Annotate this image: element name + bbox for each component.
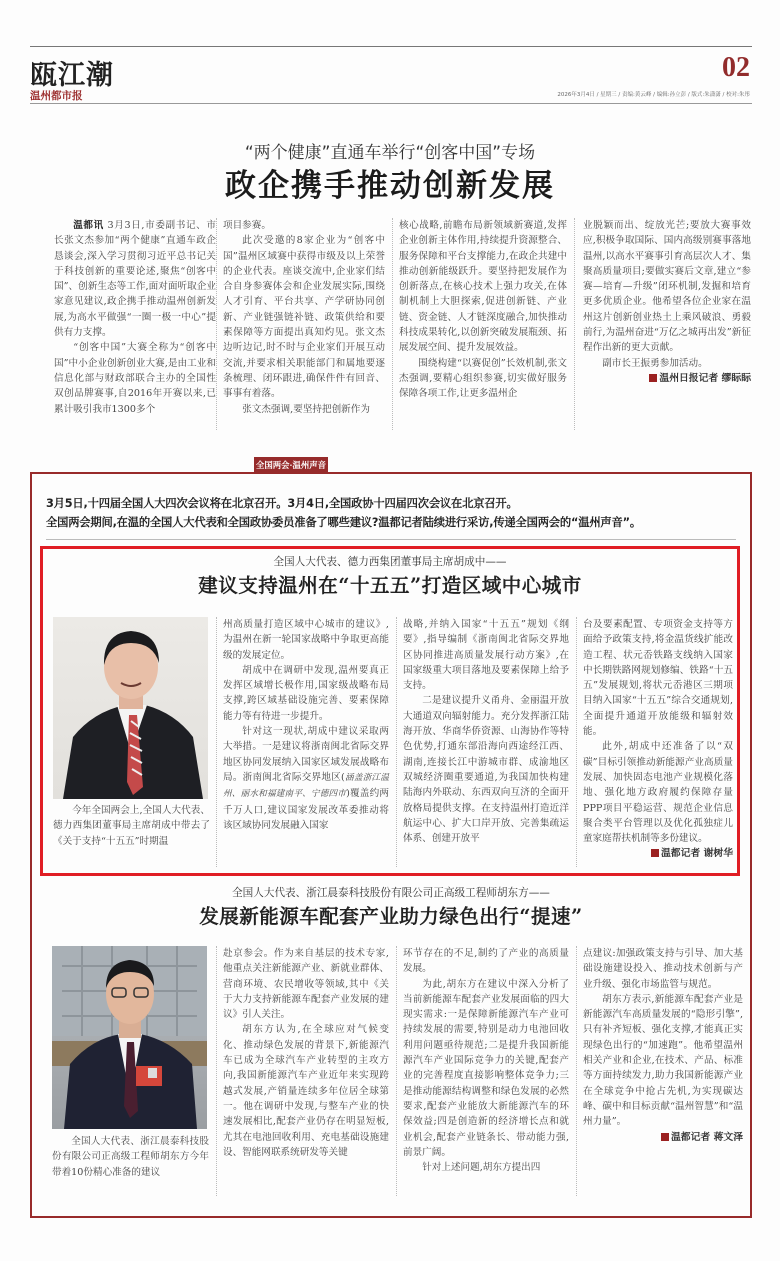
paragraph: 业脱颖而出、绽放光芒;要放大赛事效应,积极争取国际、国内高级别赛事落地温州,以高水平赛事引育高层次人才、集聚高质量项目;要做实赛后文章,建立“参赛—培育—升级”闭环机制,发掘和培育更多优质企业。他希望各位企业家在温州这片创新创业热土上乘风破浪、勇毅前行,为温州奋进“万亿之城再出发”新征程作出新的更大贡献。 — [583, 220, 751, 354]
column-divider — [576, 617, 577, 867]
paragraph: 为此,胡东方在建议中深入分析了当前新能源车配套产业发展面临的四大现实需求:一是保障新能源汽车产业可持续发展的需要,特别是动力电池回收利用问题亟待规范;二是提升我国新能源汽车产业国际竞争力的关键,配套产业的完善程度直接影响整体竞争力;三是推动能源结构调整和绿色发展的必然要求,配套产业能放大新能源汽车的环保效益;四是创造新的经济增长点和就业机会,配套产业链条长、带动能力强,前景广阔。 — [403, 978, 569, 1158]
paragraph: 项目参赛。 — [223, 220, 271, 231]
column-divider — [396, 946, 397, 1196]
paragraph: 点建议:加强政策支持与引导、加大基础设施建设投入、推动技术创新与产业升级、强化市场监管与规范。 — [583, 948, 743, 990]
article-1-kicker: 全国人大代表、德力西集团董事局主席胡成中—— — [273, 556, 507, 568]
article-2-column-3 — [583, 946, 743, 1145]
article-2-headline: 发展新能源车配套产业助力绿色出行“提速” — [199, 905, 583, 928]
paragraph: 围绕构建“以赛促创”长效机制,张文杰强调,要精心组织参赛,切实做好服务保障各项工作,让更多温州企 — [399, 357, 567, 400]
paragraph: 赴京参会。作为来自基层的技术专家,他重点关注新能源产业、新就业群体、营商环境、农民增收等领域,其中《关于大力支持新能源车配套产业发展的建议》引人关注。 — [223, 948, 389, 1021]
article-1-column-1 — [223, 617, 389, 833]
masthead — [30, 46, 752, 104]
lead-column-3 — [399, 218, 567, 402]
paragraph: 环节存在的不足,制约了产业的高质量发展。 — [403, 948, 569, 975]
article-1-headline: 建议支持温州在“十五五”打造区域中心城市 — [198, 574, 582, 597]
paragraph: 二是建议提升义甬舟、金丽温开放大通道双向辐射能力。充分发挥浙江陆海开放、华商华侨资源、山海协作等特色优势,打通东部沿海向西途经江西、湖南,连接长江中游城市群、成渝地区双城经济圈重要通道,为我国加快构建陆海内外联动、东西双向互济的全面开放格局提供支撑。在支持温州打造近洋航运中心、扩大口岸开放、完善集疏运体系、创建开放平 — [403, 695, 569, 845]
section-intro — [46, 494, 741, 532]
portrait-illustration — [52, 946, 207, 1129]
paragraph: 台及要素配置、专项资金支持等方面给予政策支持,将金温货线扩能改造工程、状元岙铁路支线纳入国家中长期铁路网规划修编、铁路“十五五”发展规划,将状元岙港区三期项目纳入国家“十五五”综合交通规划,全面提升通道开放能级和辐射效能。 — [583, 619, 733, 738]
paragraph: 此次受邀的8家企业为“创客中国”温州区域赛中获得市级及以上荣誉的企业代表。座谈交流中,企业家们结合自身参赛体会和企业发展实际,围绕人才引育、平台共享、产学研协同创新、产业链强链补链、政策供给和要素保障等方面提出真知灼见。张文杰边听边记,时不时与企业家们开展互动交流,并要求相关职能部门和属地要逐条梳理、闭环跟进,确保件件有回音、事事有着落。 — [223, 235, 385, 400]
byline-square-icon — [661, 1133, 669, 1141]
lead-column-2 — [223, 218, 385, 417]
photo-caption: 今年全国两会上,全国人大代表、德力西集团董事局主席胡成中带去了《关于支持“十五五”时期温 — [53, 805, 210, 847]
byline-square-icon — [651, 849, 659, 857]
byline — [583, 846, 733, 861]
byline-text: 温都记者 谢树华 — [661, 848, 733, 860]
paragraph: 州高质量打造区域中心城市的建议》,为温州在新一轮国家战略中争取更高能级的发展定位。 — [223, 619, 389, 661]
article-1-column-3 — [583, 617, 733, 862]
paragraph: “创客中国”大赛全称为“创客中国”中小企业创新创业大赛,是由工业和信息化部与财政部联合主办的全国性双创品牌赛事,自2016年开赛以来,已累计吸引我市1300多个 — [54, 342, 216, 415]
newspaper-name: 温州都市报 — [30, 90, 83, 102]
byline-text: 温州日报记者 缪眎眎 — [659, 372, 751, 384]
byline — [583, 1130, 743, 1145]
paragraph — [223, 724, 389, 833]
byline-square-icon — [649, 374, 657, 382]
paragraph: 张文杰强调,要坚持把创新作为 — [242, 403, 370, 415]
page-number: 02 — [722, 52, 750, 83]
intro-line: 全国两会期间,在温的全国人大代表和全国政协委员准备了哪些建议?温都记者陆续进行采访,传递全国两会的“温州声音”。 — [46, 516, 641, 529]
photo-caption: 全国人大代表、浙江晨泰科技股份有限公司正高级工程师胡东方今年带着10份精心准备的建议 — [52, 1136, 209, 1178]
paragraph: 此外,胡成中还准备了以“双碳”目标引领推动新能源产业高质量发展、加快固态电池产业规模化落地、强化地方政府履约保障存量PPP项目平稳运营、规范企业信息聚合类平台管理以及优化孤独症儿童家庭帮扶机制等多份建议。 — [583, 741, 733, 845]
paragraph: 战略,并纳入国家“十五五”规划《纲要》,指导编制《浙南闽北省际交界地区协同推进高质量发展行动方案》,在国家级重大项目落地及要素保障上给予支持。 — [403, 619, 569, 692]
dateline: 温都讯 — [73, 220, 104, 231]
lead-column-1 — [54, 218, 216, 417]
column-divider — [574, 218, 575, 430]
lead-column-4 — [583, 218, 751, 386]
photo-hu-chengzhong — [53, 617, 208, 799]
two-sessions-section — [30, 460, 752, 1218]
paragraph: 针对上述问题,胡东方提出四 — [422, 1162, 541, 1174]
article-1-highlight-box — [40, 546, 740, 876]
byline-text: 温都记者 蒋文泽 — [671, 1131, 743, 1143]
paragraph-small-text: 涵盖浙江温州、丽水和福建南平、宁德四市 — [223, 772, 389, 800]
intro-rule — [46, 539, 736, 540]
paragraph-text: )覆盖约两千万人口,建议国家发展改革委推动将该区域协同发展融入国家 — [223, 788, 389, 831]
paragraph: 副市长王振勇参加活动。 — [602, 357, 708, 369]
lead-kicker: “两个健康”直通车举行“创客中国”专场 — [244, 143, 536, 163]
paragraph: 胡东方认为,在全球应对气候变化、推动绿色发展的背景下,新能源汽车已成为全球汽车产业转型的主攻方向,我国新能源汽车产业近年来实现跨越式发展,产销量连续多年位居全球第一。他在调研中发现,与整车产业的快速发展相比,配套产业仍存在明显短板,尤其在电池回收利用、充电基础设施建设、智能网联系统研发等关键 — [223, 1024, 389, 1158]
column-divider — [216, 617, 217, 867]
column-title: 瓯江潮 — [30, 60, 114, 91]
photo-hu-dongfang — [52, 946, 207, 1129]
lead-headline: 政企携手推动创新发展 — [225, 168, 555, 204]
byline — [583, 371, 751, 386]
paragraph-text: 针对这一现状,胡成中建议采取两大举措。一是建议将浙南闽北省际交界地区协同发展纳入国家区域发展战略布局。浙南闽北省际交界地区( — [223, 726, 389, 783]
column-divider — [576, 946, 577, 1196]
portrait-illustration — [53, 617, 208, 799]
paragraph: 胡成中在调研中发现,温州要真正发挥区域增长极作用,国家级战略布局支撑,跨区域基础设施完善、要素保障能力等有待进一步提升。 — [223, 664, 389, 722]
article-2-kicker: 全国人大代表、浙江晨泰科技股份有限公司正高级工程师胡东方—— — [232, 887, 550, 899]
column-divider — [216, 946, 217, 1196]
paragraph: 核心战略,前瞻布局新领域新赛道,发挥企业创新主体作用,持续提升资源整合、服务保障和平台支撑能力,在政企共建中推动创新能级跃升。要坚持把发展作为创新落点,在核心技术上强力攻关,在体制机制上大胆探索,促进创新链、产业链、资金链、人才链深度融合,加快推动科技成果转化,以创新突破发展瓶颈、拓展发展空间、提升发展效益。 — [399, 220, 567, 354]
column-divider — [216, 218, 217, 430]
paragraph: 3月3日,市委副书记、市长张文杰参加“两个健康”直通车政企恳谈会,深入学习贯彻习近平总书记关于科技创新的重要论述,聚焦“创客中国”、创新生态等工作,面对面听取企业家意见建议,政企携手推动温州创新发展,为高水平做强“一圈一极一中心”提供有力支撑。 — [54, 220, 216, 339]
section-tab: 全国两会·温州声音 — [254, 457, 328, 474]
article-2-column-1 — [223, 946, 389, 1160]
column-divider — [392, 218, 393, 430]
column-divider — [396, 617, 397, 867]
edition-info: 2026年3月4日 / 星期三 / 责编:黄云峰 / 编辑:孙立彭 / 版式:朱潇潇 / 校对:朱彤 — [557, 92, 750, 98]
article-2-column-2 — [403, 946, 569, 1175]
intro-line: 3月5日,十四届全国人大四次会议将在北京召开。3月4日,全国政协十四届四次会议在北京召开。 — [46, 497, 518, 510]
article-1-column-2 — [403, 617, 569, 846]
paragraph: 胡东方表示,新能源车配套产业是新能源汽车高质量发展的“隐形引擎”,只有补齐短板、强化支撑,才能真正实现绿色出行的“加速跑”。他希望温州相关产业和企业,在技术、产品、标准等方面持续发力,助力我国新能源产业在全球竞争中抢占先机,为实现碳达峰、碳中和目标贡献“温州智慧”和“温州力量”。 — [583, 993, 743, 1128]
